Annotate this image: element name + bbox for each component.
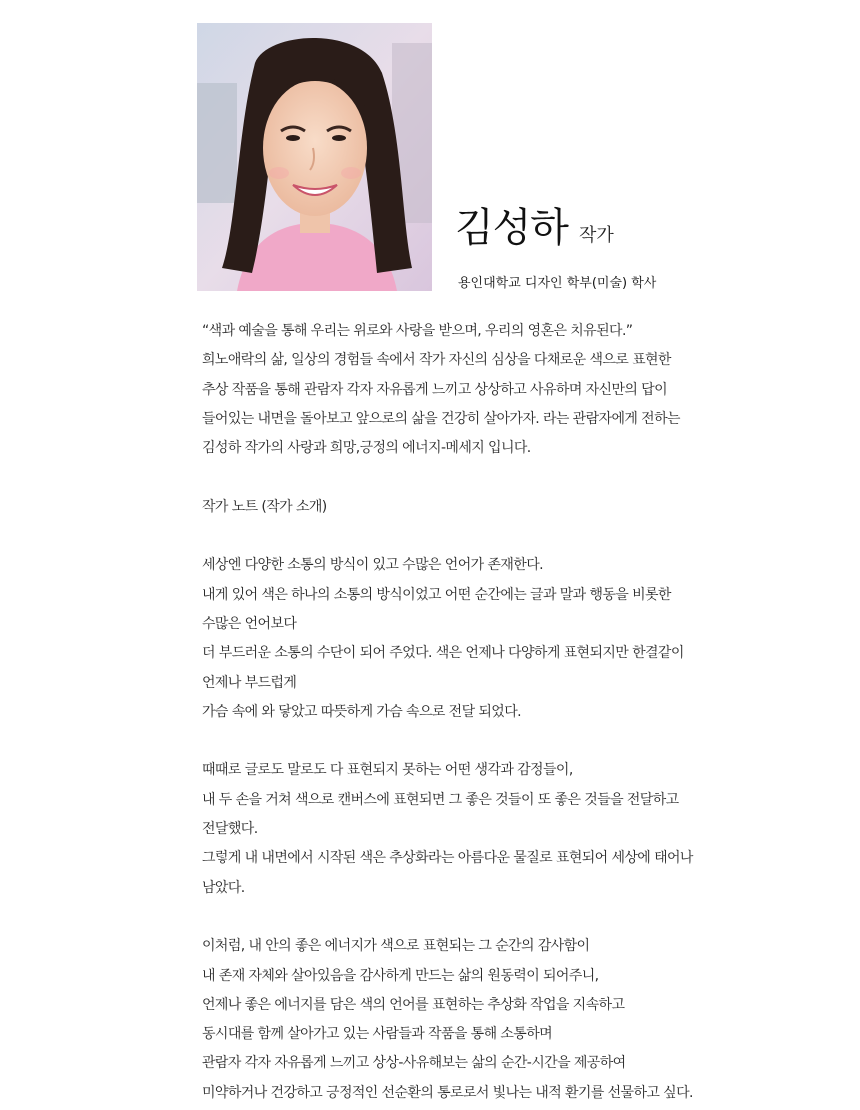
note-paragraph-3	[202, 932, 782, 1108]
artist-name: 김성하	[455, 205, 568, 251]
note-line: 더 부드러운 소통의 수단이 되어 주었다. 색은 언제나 다양하게 표현되지만 한결같이	[202, 645, 684, 662]
artist-name-block	[455, 196, 614, 253]
note-line: 이처럼, 내 안의 좋은 에너지가 색으로 표현되는 그 순간의 감사함이	[202, 938, 590, 955]
note-line: 남았다.	[202, 879, 245, 896]
note-line: 전달했다.	[202, 821, 258, 838]
intro-line: 추상 작품을 통해 관람자 각자 자유롭게 느끼고 상상하고 사유하며 자신만의 답이	[202, 381, 667, 398]
portrait-illustration	[197, 23, 432, 291]
artist-degree: 용인대학교 디자인 학부(미술) 학사	[458, 276, 657, 291]
note-line: 관람자 각자 자유롭게 느끼고 상상-사유해보는 삶의 순간-시간을 제공하여	[202, 1055, 626, 1072]
note-heading: 작가 노트 (작가 소개)	[202, 498, 327, 515]
artist-statement	[202, 317, 782, 1108]
artist-portrait	[197, 23, 432, 291]
artist-title: 작가	[579, 225, 614, 246]
note-line: 내게 있어 색은 하나의 소통의 방식이었고 어떤 순간에는 글과 말과 행동을 비롯한	[202, 586, 671, 603]
note-line: 동시대를 함께 살아가고 있는 사람들과 작품을 통해 소통하며	[202, 1026, 553, 1043]
intro-line: “색과 예술을 통해 우리는 위로와 사랑을 받으며, 우리의 영혼은 치유된다.”	[202, 323, 633, 339]
note-line: 언제나 부드럽게	[202, 674, 297, 691]
intro-line: 희노애락의 삶, 일상의 경험들 속에서 작가 자신의 심상을 다채로운 색으로 표현한	[202, 352, 671, 369]
note-line: 언제나 좋은 에너지를 담은 색의 언어를 표현하는 추상화 작업을 지속하고	[202, 996, 625, 1013]
spacer	[202, 463, 782, 492]
note-line: 내 존재 자체와 살아있음을 감사하게 만드는 삶의 원동력이 되어주니,	[202, 967, 599, 984]
note-line: 때때로 글로도 말로도 다 표현되지 못하는 어떤 생각과 감정들이,	[202, 762, 573, 779]
note-line: 미약하거나 건강하고 긍정적인 선순환의 통로로서 빛나는 내적 환기를 선물하고 싶다.	[202, 1084, 693, 1101]
note-line: 가슴 속에 와 닿았고 따뜻하게 가슴 속으로 전달 되었다.	[202, 703, 521, 720]
spacer	[202, 727, 782, 756]
intro-paragraph	[202, 317, 782, 463]
note-line: 세상엔 다양한 소통의 방식이 있고 수많은 언어가 존재한다.	[202, 557, 543, 574]
note-line: 수많은 언어보다	[202, 615, 297, 632]
note-paragraph-1	[202, 551, 782, 727]
spacer	[202, 903, 782, 932]
intro-line: 들어있는 내면을 돌아보고 앞으로의 삶을 건강히 살아가자. 라는 관람자에게 전하는	[202, 410, 680, 427]
note-paragraph-2	[202, 756, 782, 902]
note-line: 내 두 손을 거쳐 색으로 캔버스에 표현되면 그 좋은 것들이 또 좋은 것들을 전달하고	[202, 791, 679, 808]
intro-line: 김성하 작가의 사랑과 희망,긍정의 에너지-메세지 입니다.	[202, 440, 531, 457]
note-line: 그렇게 내 내면에서 시작된 색은 추상화라는 아름다운 물질로 표현되어 세상에 태어나	[202, 850, 693, 867]
spacer	[202, 522, 782, 551]
